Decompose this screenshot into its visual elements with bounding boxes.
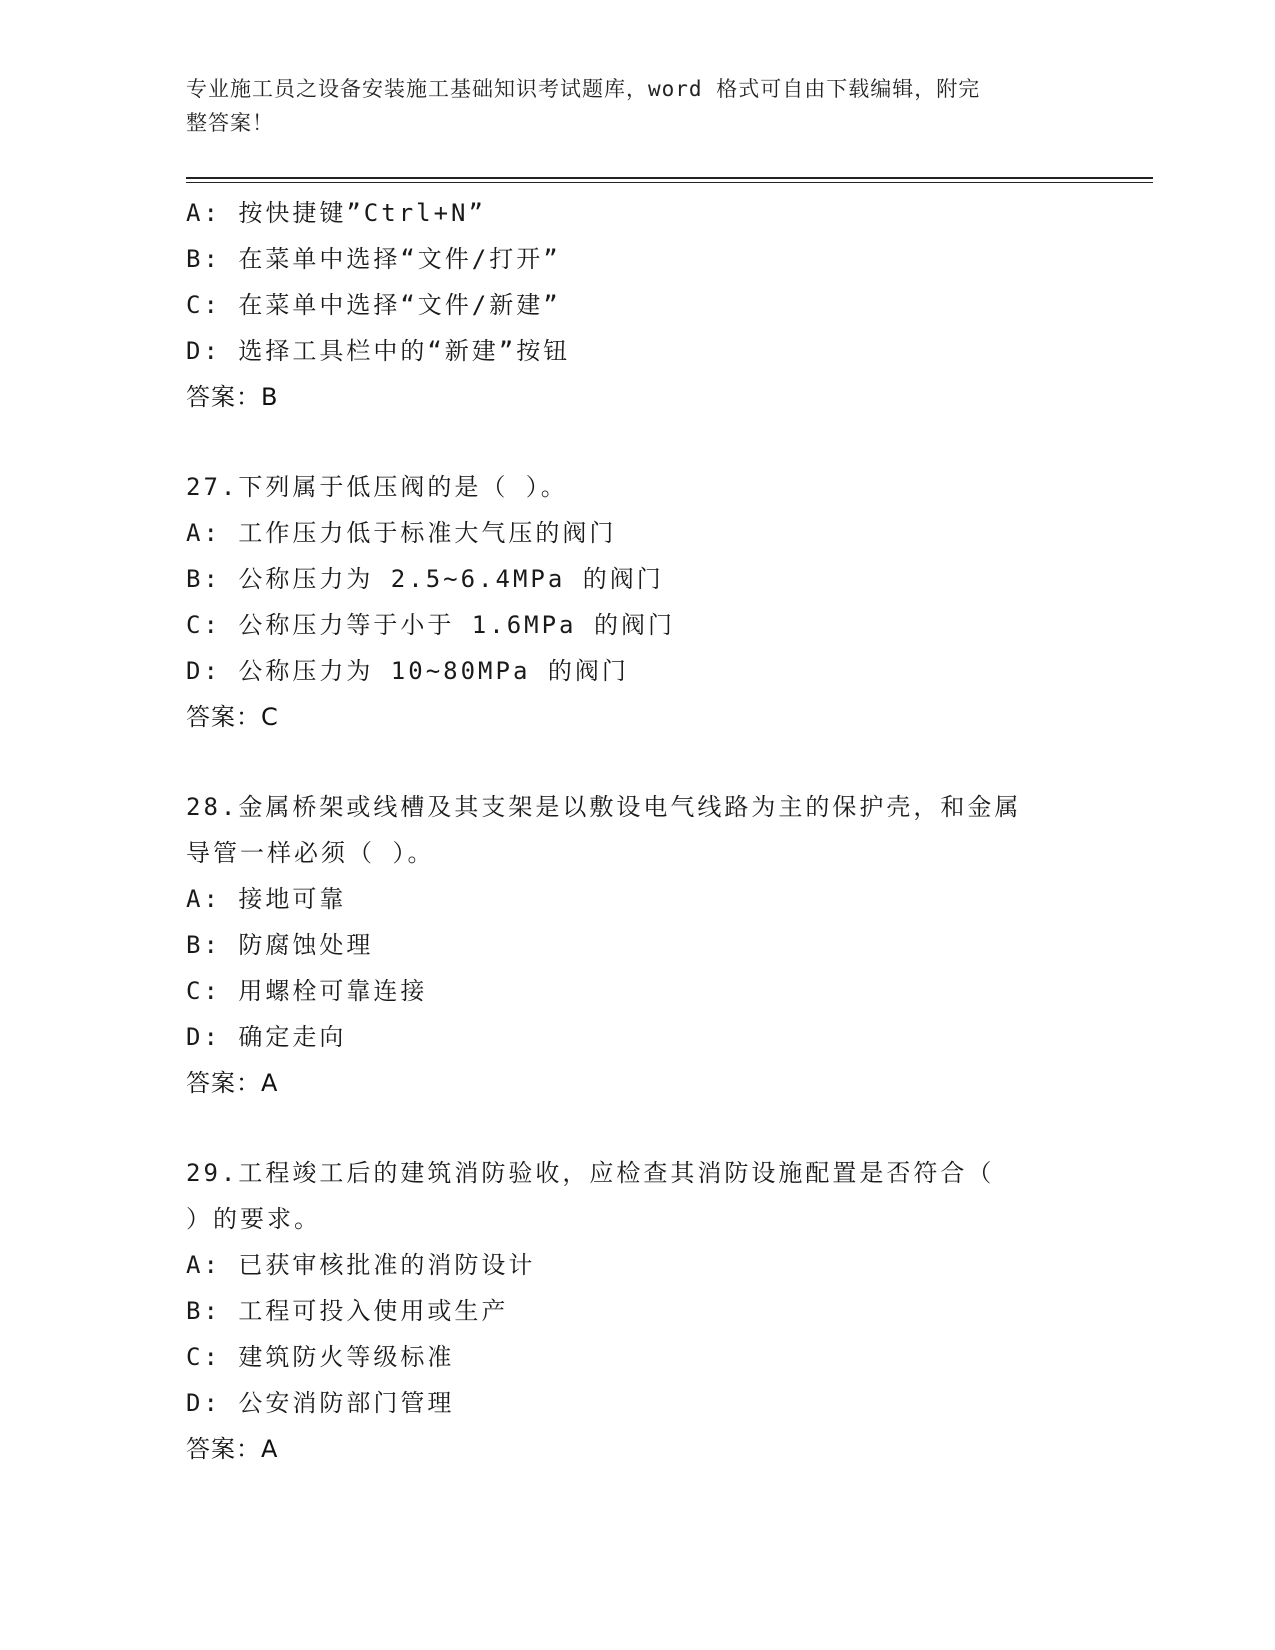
- option-d: D: 确定走向: [186, 1023, 347, 1051]
- option-d: D: 公称压力为 10~80MPa 的阀门: [186, 657, 629, 685]
- header-divider-thick: [186, 177, 1153, 179]
- block-spacer: [186, 740, 1086, 784]
- header-line-2: 整答案！: [186, 111, 274, 135]
- document-header: [186, 72, 1066, 140]
- option-a: A: 工作压力低于标准大气压的阀门: [186, 519, 617, 547]
- option-a: A: 接地可靠: [186, 885, 347, 913]
- option-c: C: 建筑防火等级标准: [186, 1343, 455, 1371]
- question-block: [186, 464, 1086, 740]
- option-c: C: 在菜单中选择“文件/新建”: [186, 291, 561, 319]
- option-d: D: 公安消防部门管理: [186, 1389, 455, 1417]
- answer-line: 答案：B: [186, 383, 279, 411]
- question-stem: 28.金属桥架或线槽及其支架是以敷设电气线路为主的保护壳，和金属: [186, 793, 1022, 821]
- option-a: A: 按快捷键”Ctrl+N”: [186, 199, 486, 227]
- question-stem-continued: 导管一样必须（ ）。: [186, 839, 435, 867]
- answer-line: 答案：A: [186, 1069, 279, 1097]
- option-c: C: 用螺栓可靠连接: [186, 977, 428, 1005]
- option-d: D: 选择工具栏中的“新建”按钮: [186, 337, 571, 365]
- block-spacer: [186, 420, 1086, 464]
- block-spacer: [186, 1106, 1086, 1150]
- question-block: [186, 784, 1086, 1106]
- question-list: [186, 190, 1086, 1472]
- option-a: A: 已获审核批准的消防设计: [186, 1251, 536, 1279]
- header-divider-thin: [186, 182, 1153, 183]
- question-block: [186, 1150, 1086, 1472]
- option-c: C: 公称压力等于小于 1.6MPa 的阀门: [186, 611, 675, 639]
- question-block: [186, 190, 1086, 420]
- question-stem: 29.工程竣工后的建筑消防验收，应检查其消防设施配置是否符合（: [186, 1159, 995, 1187]
- answer-line: 答案：A: [186, 1435, 279, 1463]
- question-stem-continued: ）的要求。: [186, 1205, 321, 1233]
- answer-line: 答案：C: [186, 703, 279, 731]
- option-b: B: 防腐蚀处理: [186, 931, 374, 959]
- header-line-1: 专业施工员之设备安装施工基础知识考试题库，word 格式可自由下载编辑，附完: [186, 77, 981, 101]
- option-b: B: 在菜单中选择“文件/打开”: [186, 245, 561, 273]
- option-b: B: 公称压力为 2.5~6.4MPa 的阀门: [186, 565, 664, 593]
- question-stem: 27.下列属于低压阀的是（ ）。: [186, 473, 568, 501]
- option-b: B: 工程可投入使用或生产: [186, 1297, 509, 1325]
